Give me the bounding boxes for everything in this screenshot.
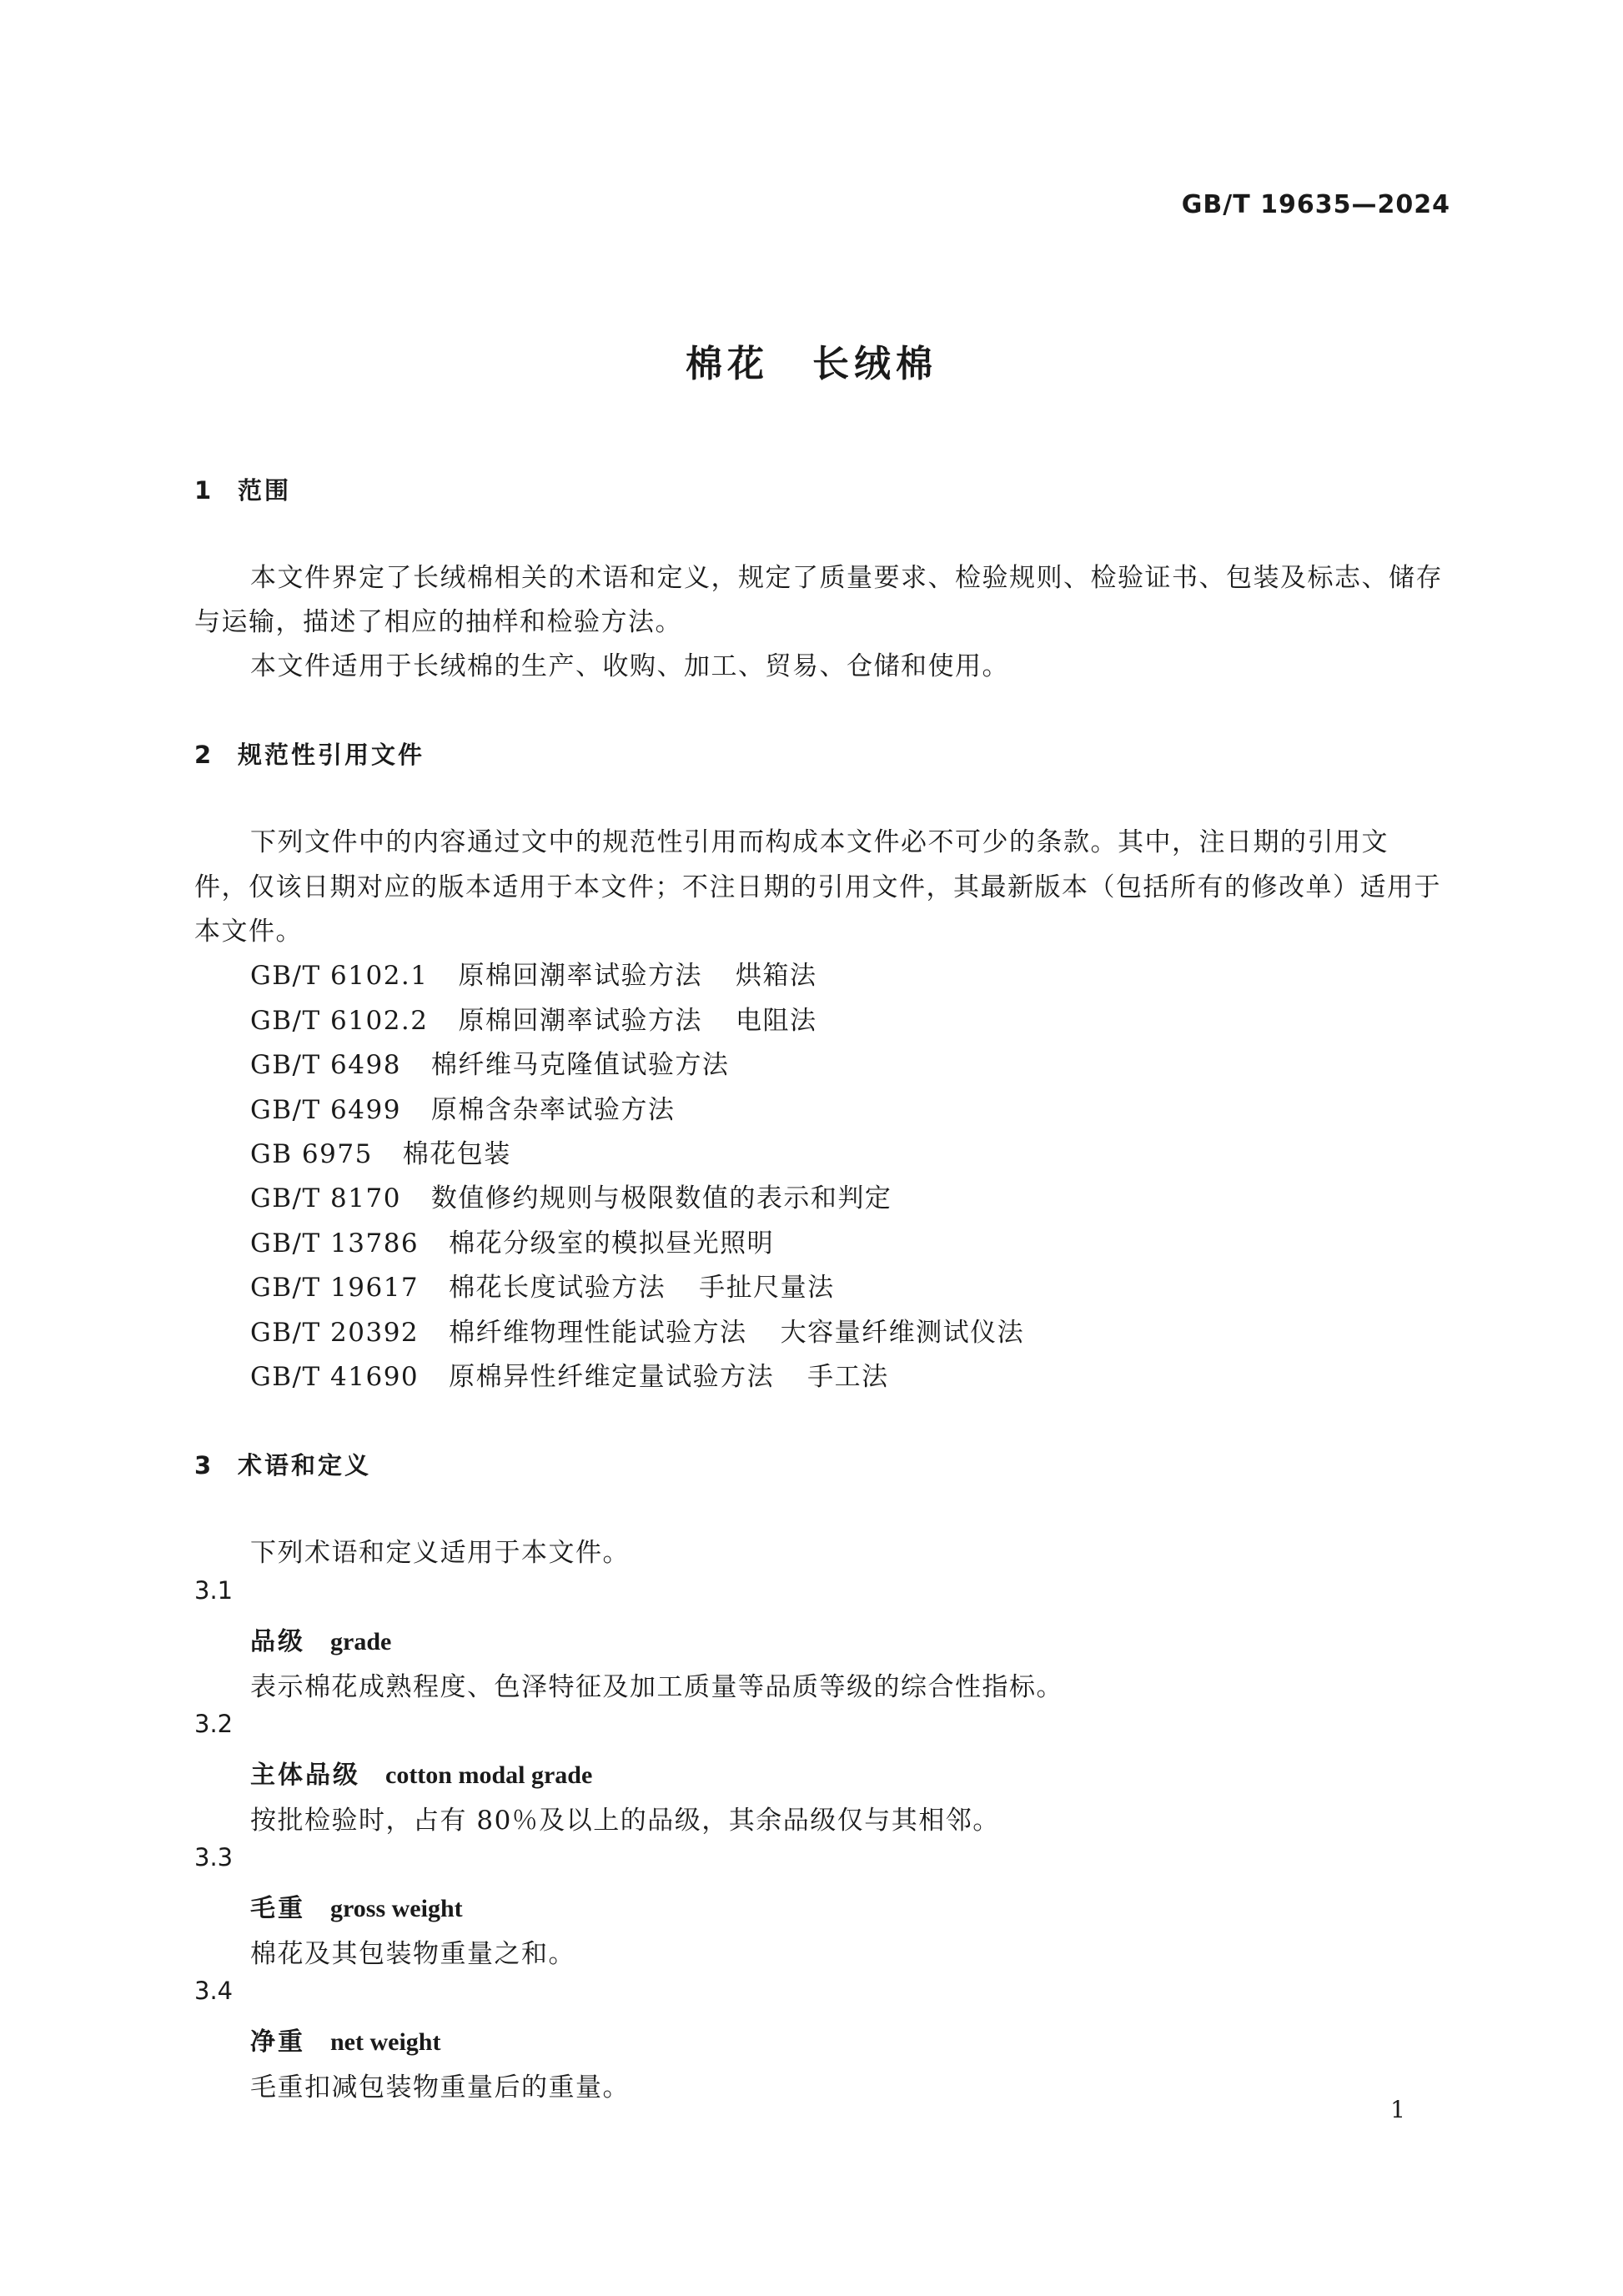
reference-subtitle: 手工法 bbox=[807, 1362, 889, 1392]
reference-subtitle: 手扯尺量法 bbox=[699, 1273, 835, 1303]
reference-code: GB/T 6498 bbox=[250, 1050, 401, 1080]
title-part-2: 长绒棉 bbox=[812, 343, 937, 385]
term-number: 3.3 bbox=[194, 1843, 234, 1871]
reference-item bbox=[250, 1266, 835, 1304]
section-title: 规范性引用文件 bbox=[238, 741, 425, 769]
title-part-1: 棉花 bbox=[686, 343, 769, 385]
term-name-en: grade bbox=[330, 1628, 392, 1655]
term-name-en: cotton modal grade bbox=[385, 1761, 593, 1789]
reference-code: GB/T 6102.2 bbox=[250, 1006, 429, 1036]
reference-item bbox=[250, 1088, 675, 1126]
page-number: 1 bbox=[1390, 2096, 1405, 2123]
reference-item bbox=[250, 1133, 511, 1170]
term-name-zh: 净重 bbox=[250, 2027, 305, 2057]
reference-item bbox=[250, 1177, 892, 1214]
reference-item bbox=[250, 1311, 1024, 1349]
reference-code: GB/T 20392 bbox=[250, 1318, 420, 1348]
reference-item bbox=[250, 1043, 729, 1081]
reference-title: 原棉回潮率试验方法 bbox=[458, 1006, 702, 1036]
term-name-en: gross weight bbox=[330, 1895, 463, 1922]
reference-title: 原棉异性纤维定量试验方法 bbox=[449, 1362, 775, 1392]
reference-code: GB/T 13786 bbox=[250, 1228, 420, 1259]
reference-item bbox=[250, 1222, 774, 1259]
term-name bbox=[250, 1620, 391, 1657]
term-name bbox=[250, 1754, 592, 1791]
reference-title: 棉花分级室的模拟昼光照明 bbox=[449, 1228, 775, 1259]
reference-subtitle: 大容量纤维测试仪法 bbox=[780, 1318, 1025, 1348]
reference-item bbox=[250, 999, 817, 1037]
reference-title: 棉纤维马克隆值试验方法 bbox=[430, 1050, 730, 1080]
term-name bbox=[250, 1887, 463, 1924]
reference-title: 原棉含杂率试验方法 bbox=[430, 1095, 676, 1125]
reference-title: 棉纤维物理性能试验方法 bbox=[449, 1318, 747, 1348]
term-definition: 按批检验时，占有 80％及以上的品级，其余品级仅与其相邻。 bbox=[250, 1806, 1000, 1836]
term-name-en: net weight bbox=[330, 2028, 441, 2056]
reference-subtitle: 烘箱法 bbox=[736, 961, 817, 991]
section-3-heading bbox=[194, 1447, 371, 1481]
term-definition: 表示棉花成熟程度、色泽特征及加工质量等品质等级的综合性指标。 bbox=[250, 1672, 1063, 1702]
term-name-zh: 主体品级 bbox=[250, 1761, 360, 1790]
terms-intro: 下列术语和定义适用于本文件。 bbox=[250, 1538, 630, 1568]
term-name-zh: 毛重 bbox=[250, 1894, 305, 1923]
section-number: 1 bbox=[194, 476, 212, 505]
reference-code: GB/T 6102.1 bbox=[250, 961, 429, 991]
references-intro-line-3: 本文件。 bbox=[194, 917, 303, 947]
reference-code: GB/T 6499 bbox=[250, 1095, 401, 1125]
scope-paragraph-1-line-1: 本文件界定了长绒棉相关的术语和定义，规定了质量要求、检验规则、检验证书、包装及标志、储存 bbox=[250, 563, 1443, 593]
reference-item bbox=[250, 1355, 889, 1393]
term-name bbox=[250, 2021, 440, 2057]
document-number: GB/T 19635—2024 bbox=[1181, 190, 1450, 219]
reference-subtitle: 电阻法 bbox=[736, 1006, 817, 1036]
reference-code: GB/T 8170 bbox=[250, 1183, 401, 1213]
references-intro-line-2: 件，仅该日期对应的版本适用于本文件；不注日期的引用文件，其最新版本（包括所有的修改单）适用于 bbox=[194, 872, 1441, 902]
section-title: 范围 bbox=[238, 476, 292, 505]
term-name-zh: 品级 bbox=[250, 1627, 305, 1656]
references-intro-line-1: 下列文件中的内容通过文中的规范性引用而构成本文件必不可少的条款。其中，注日期的引用文 bbox=[250, 827, 1389, 857]
section-1-heading bbox=[194, 472, 291, 506]
section-number: 2 bbox=[194, 741, 212, 769]
section-number: 3 bbox=[194, 1451, 212, 1480]
term-definition: 毛重扣减包装物重量后的重量。 bbox=[250, 2072, 630, 2103]
term-number: 3.1 bbox=[194, 1576, 234, 1605]
section-2-heading bbox=[194, 736, 425, 771]
term-definition: 棉花及其包装物重量之和。 bbox=[250, 1939, 575, 1969]
reference-code: GB/T 41690 bbox=[250, 1362, 420, 1392]
scope-paragraph-1-line-2: 与运输，描述了相应的抽样和检验方法。 bbox=[194, 607, 682, 637]
term-number: 3.4 bbox=[194, 1977, 234, 2005]
term-number: 3.2 bbox=[194, 1710, 234, 1738]
scope-paragraph-2: 本文件适用于长绒棉的生产、收购、加工、贸易、仓储和使用。 bbox=[250, 651, 1009, 681]
reference-code: GB 6975 bbox=[250, 1139, 373, 1169]
reference-title: 棉花包装 bbox=[402, 1139, 511, 1169]
reference-title: 数值修约规则与极限数值的表示和判定 bbox=[430, 1183, 892, 1213]
page-title bbox=[0, 334, 1623, 387]
reference-title: 原棉回潮率试验方法 bbox=[458, 961, 702, 991]
reference-item bbox=[250, 954, 817, 992]
reference-title: 棉花长度试验方法 bbox=[449, 1273, 666, 1303]
section-title: 术语和定义 bbox=[238, 1451, 372, 1480]
reference-code: GB/T 19617 bbox=[250, 1273, 420, 1303]
